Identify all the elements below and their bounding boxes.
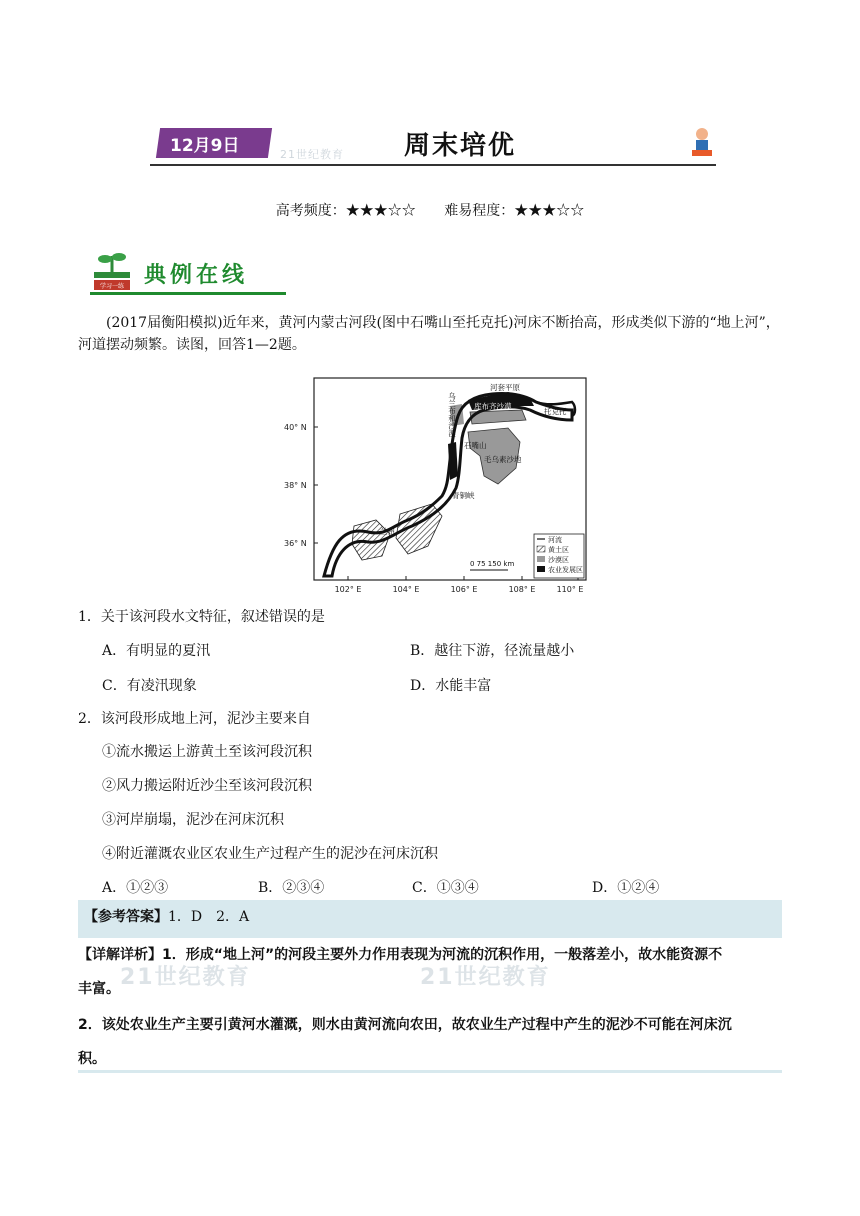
q2-statement-3: ③河岸崩塌，泥沙在河床沉积 bbox=[102, 812, 284, 828]
label-kubuqi: 库布齐沙漠 bbox=[474, 402, 512, 411]
label-maowusu: 毛乌素沙地 bbox=[484, 455, 522, 464]
lon-108: 108° E bbox=[508, 585, 536, 594]
q2-option-a: A．①②③ bbox=[102, 880, 169, 896]
lon-104: 104° E bbox=[392, 585, 420, 594]
q1-option-c: C．有凌汛现象 bbox=[102, 678, 197, 694]
lat-36: 36° N bbox=[284, 539, 307, 548]
ratings-line bbox=[0, 200, 860, 220]
q1-option-d: D．水能丰富 bbox=[410, 678, 492, 694]
date-tag-text: 12月9日 bbox=[170, 136, 240, 156]
page-title: 周末培优 bbox=[404, 131, 517, 161]
label-lanzhou: 兰州 bbox=[380, 527, 395, 536]
label-tuoketuo: 托克托 bbox=[544, 407, 567, 416]
q2-statement-4: ④附近灌溉农业区农业生产过程产生的泥沙在河床沉积 bbox=[102, 846, 438, 862]
difficulty-label: 难易程度： bbox=[444, 203, 515, 219]
q1-option-b: B．越往下游，径流量越小 bbox=[410, 643, 575, 659]
q2-stem: 2．该河段形成地上河，泥沙主要来自 bbox=[78, 711, 311, 727]
explanation-line-2: 丰富。 bbox=[78, 981, 120, 997]
banner-divider bbox=[150, 164, 716, 166]
sprout-book-icon bbox=[90, 250, 134, 292]
label-shizuishan: 石嘴山 bbox=[464, 441, 487, 450]
lat-labels bbox=[284, 423, 307, 548]
answer-text: 1．D 2．A bbox=[168, 909, 250, 925]
icon-label: 学习一练 bbox=[99, 283, 125, 290]
intro-paragraph: (2017届衡阳模拟)近年来，黄河内蒙古河段(图中石嘴山至托克托)河床不断抬高，形成类似下游的“地上河”，河道摆动频繁。读图，回答1—2题。 bbox=[78, 315, 780, 353]
answer-line bbox=[84, 906, 249, 926]
explanation-watermark: 21世纪教育 bbox=[120, 965, 251, 990]
q1-option-a: A．有明显的夏汛 bbox=[102, 643, 211, 659]
section-title: 典例在线 bbox=[144, 263, 249, 288]
lat-38: 38° N bbox=[284, 481, 307, 490]
answer-label: 【参考答案】 bbox=[84, 909, 168, 925]
legend-river: 河流 bbox=[548, 536, 562, 544]
label-wulanbuhe: 乌兰布和沙漠 bbox=[447, 392, 457, 437]
frequency-label: 高考频度： bbox=[275, 203, 346, 219]
section-underline bbox=[90, 292, 286, 295]
q2-option-c: C．①③④ bbox=[412, 880, 479, 896]
lon-labels bbox=[335, 585, 584, 594]
explanation-line-4: 积。 bbox=[78, 1051, 106, 1067]
label-hetao: 河套平原 bbox=[490, 383, 520, 392]
banner-watermark: 21世纪教育 bbox=[280, 148, 344, 161]
legend-loess: 黄土区 bbox=[548, 546, 569, 554]
scale-label: 0 75 150 km bbox=[470, 560, 515, 568]
explanation-line-1: 【详解详析】1．形成“地上河”的河段主要外力作用表现为河流的沉积作用，一般落差小，故水能资源不 bbox=[78, 947, 723, 963]
yellow-river-map bbox=[272, 376, 590, 598]
reader-figure-icon bbox=[688, 126, 716, 162]
difficulty-stars: ★★★☆☆ bbox=[514, 203, 585, 219]
q2-statement-1: ①流水搬运上游黄土至该河段沉积 bbox=[102, 744, 312, 760]
q2-option-d: D．①②④ bbox=[592, 880, 660, 896]
frequency-stars: ★★★☆☆ bbox=[345, 203, 416, 219]
explanation-line-3: 2．该处农业生产主要引黄河水灌溉，则水由黄河流向农田，故农业生产过程中产生的泥沙不可能在河床沉 bbox=[78, 1017, 732, 1033]
q2-option-b: B．②③④ bbox=[258, 880, 325, 896]
label-qingtongxia: 青铜峡 bbox=[452, 491, 475, 500]
map-legend bbox=[534, 534, 584, 578]
lon-106: 106° E bbox=[450, 585, 478, 594]
lat-40: 40° N bbox=[284, 423, 307, 432]
lon-102: 102° E bbox=[334, 585, 362, 594]
lon-110: 110° E bbox=[556, 585, 584, 594]
legend-desert: 沙漠区 bbox=[548, 556, 569, 564]
q1-stem: 1．关于该河段水文特征，叙述错误的是 bbox=[78, 609, 325, 625]
explanation-watermark-2: 21世纪教育 bbox=[420, 965, 551, 990]
q2-statement-2: ②风力搬运附近沙尘至该河段沉积 bbox=[102, 778, 312, 794]
legend-agri: 农业发展区 bbox=[548, 566, 583, 574]
